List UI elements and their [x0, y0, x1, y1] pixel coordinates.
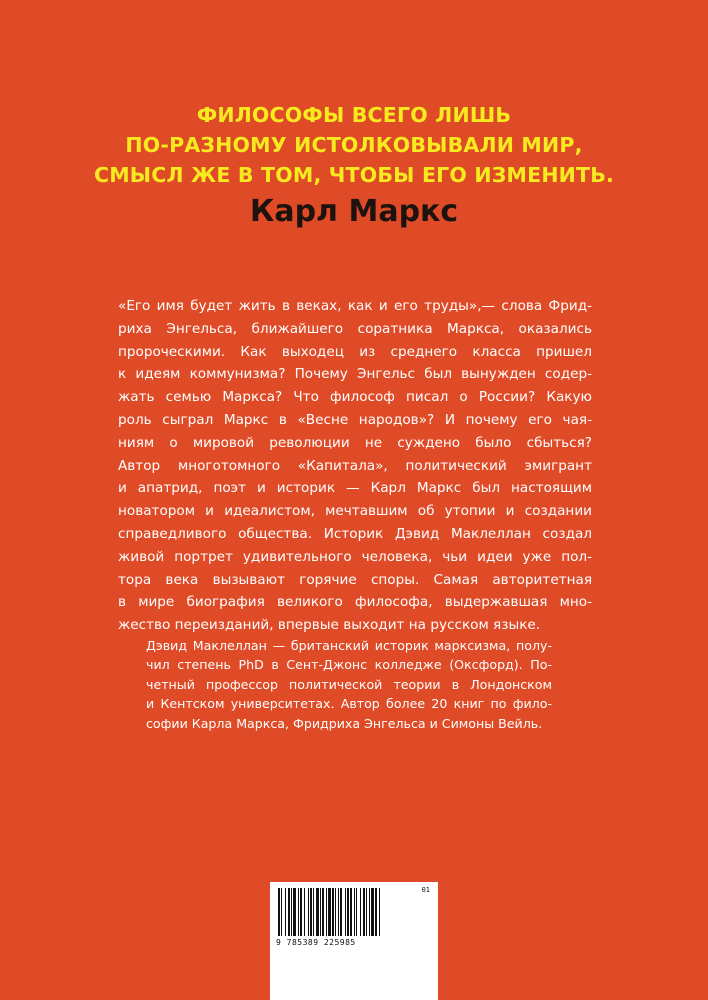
description-line: Автор многотомного «Капитала», политический эмигрант [118, 457, 592, 474]
barcode-bar [304, 888, 305, 936]
barcode-bar [369, 888, 370, 936]
barcode-bar [347, 888, 349, 936]
barcode-bar [322, 888, 324, 936]
barcode-bar [366, 888, 367, 936]
barcode-bar [310, 888, 312, 936]
barcode-bar [338, 888, 339, 936]
description-line: ниям о мировой революции не суждено было сбыться? [118, 434, 592, 451]
description-line: к идеям коммунизма? Почему Энгельс был вынужден содер- [118, 366, 592, 383]
barcode-bar [363, 888, 365, 936]
isbn-barcode [270, 882, 438, 1000]
description-line: новатором и идеалистом, мечтавшим об утопии и создании [118, 503, 592, 520]
description-line: и апатрид, поэт и историк — Карл Маркс был настоящим [118, 480, 592, 497]
barcode-bar [379, 888, 380, 936]
description-line: роль сыграл Маркс в «Весне народов»? И почему его чая- [118, 411, 592, 428]
quote-line: ПО-РАЗНОМУ ИСТОЛКОВЫВАЛИ МИР, [125, 133, 583, 157]
barcode-bar [308, 888, 309, 936]
barcode-bar [350, 888, 352, 936]
description-line: тора века вызывают горячие споры. Самая авторитетная [118, 571, 592, 588]
barcode-bar [278, 888, 280, 936]
barcode-bar [316, 888, 319, 936]
description-line: в мире биография великого философа, выдержавшая мно- [118, 594, 592, 611]
description-line: «Его имя будет жить в веках, как и его труды»,— слова Фрид- [118, 298, 592, 314]
barcode-bar [345, 888, 346, 936]
bio-line: чил степень PhD в Сент-Джонс колледже (Оксфорд). По- [146, 657, 552, 673]
description-line: жество переизданий, впервые выходит на русском языке. [118, 617, 541, 634]
barcode-bar [332, 888, 334, 936]
barcode-bars [276, 888, 432, 938]
bio-line: четный профессор политической теории в Лондонском [146, 676, 552, 692]
barcode-bar [288, 888, 290, 936]
description-line: риха Энгельса, ближайшего соратника Маркса, оказались [118, 320, 592, 337]
barcode-bar [328, 888, 331, 936]
barcode-bar [293, 888, 296, 936]
bio-line: Дэвид Маклеллан — британский историк марксизма, полу- [146, 638, 552, 653]
barcode-bar [335, 888, 336, 936]
description-line: живой портрет удивительного человека, чьи идеи уже пол- [118, 548, 592, 565]
barcode-addon: 01 [421, 886, 430, 894]
barcode-bar [300, 888, 302, 936]
description-line: жать семью Маркса? Что философ писал о России? Какую [118, 389, 592, 406]
barcode-bar [320, 888, 321, 936]
barcode-bar [291, 888, 292, 936]
quote-author: Карл Маркс [249, 194, 459, 229]
barcode-bar [375, 888, 377, 936]
quote-line: СМЫСЛ ЖЕ В ТОМ, ЧТОБЫ ЕГО ИЗМЕНИТЬ. [93, 163, 615, 187]
author-bio [146, 636, 552, 733]
barcode-bar [340, 888, 342, 936]
barcode-bar [360, 888, 361, 936]
book-description [118, 295, 592, 637]
bio-line: софии Карла Маркса, Фридриха Энгельса и Симоны Вейль. [146, 715, 543, 731]
barcode-bar [313, 888, 314, 936]
barcode-bar [285, 888, 286, 936]
description-line: справедливого общества. Историк Дэвид Маклеллан создал [118, 525, 592, 542]
barcode-bar [371, 888, 374, 936]
barcode-bar [354, 888, 355, 936]
barcode-bar [298, 888, 299, 936]
description-line: пророческими. Как выходец из среднего класса пришел [118, 343, 592, 360]
bio-line: и Кентском университетах. Автор более 20 книг по фило- [146, 696, 552, 712]
quote-line: ФИЛОСОФЫ ВСЕГО ЛИШЬ [196, 103, 512, 127]
isbn-number: 9 785389 225985 [276, 938, 356, 947]
barcode-bar [356, 888, 357, 936]
epigraph-quote [0, 100, 708, 190]
barcode-bar [326, 888, 327, 936]
barcode-bar [281, 888, 282, 936]
